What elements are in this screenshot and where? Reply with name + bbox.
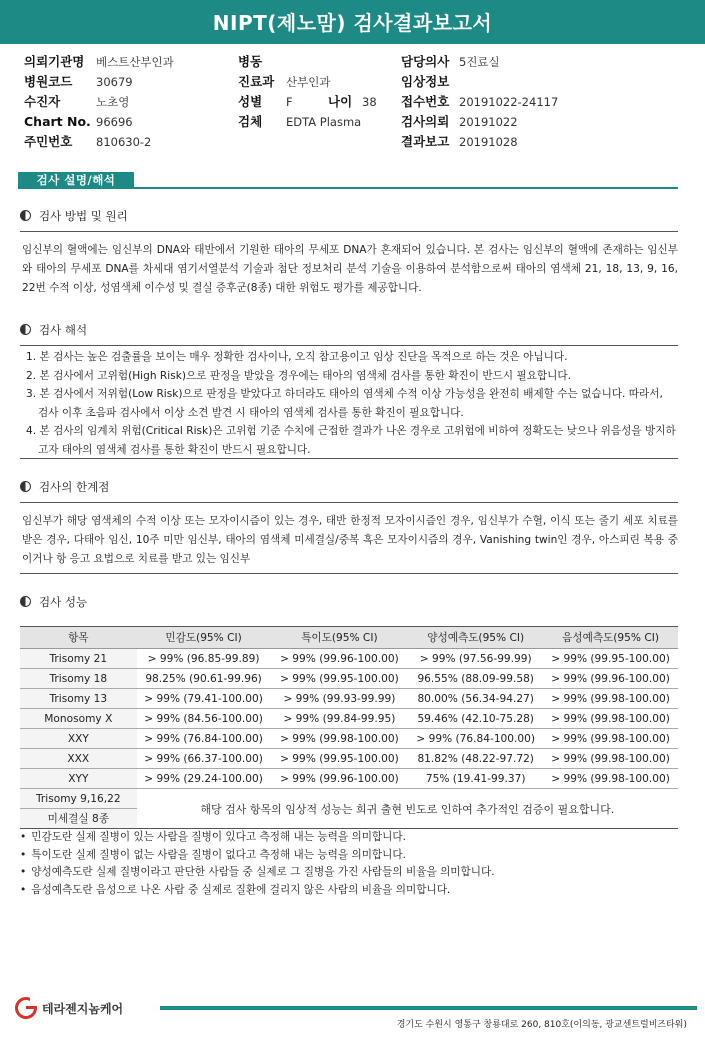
info-column-2 bbox=[238, 52, 377, 132]
info-label: 검체 bbox=[238, 114, 263, 129]
info-label: 접수번호 bbox=[401, 94, 450, 109]
column-header: 항목 bbox=[20, 627, 137, 649]
table-cell: > 99% (99.96-100.00) bbox=[271, 769, 409, 789]
info-value: 810630-2 bbox=[96, 135, 152, 149]
table-cell: > 99% (99.93-99.99) bbox=[271, 689, 409, 709]
section-tab: 검사 설명/해석 bbox=[18, 172, 134, 189]
row-label: XXX bbox=[20, 749, 137, 769]
info-row bbox=[24, 92, 174, 112]
info-label: 임상정보 bbox=[401, 74, 450, 89]
info-value: 96696 bbox=[96, 115, 133, 129]
list-item: 1. 본 검사는 높은 검출률을 보이는 매우 정확한 검사이나, 오직 참고용이고 임상 진단을 목적으로 하는 것은 아닙니다. bbox=[26, 351, 568, 363]
method-heading bbox=[20, 208, 128, 224]
half-circle-icon bbox=[20, 596, 31, 607]
limits-text: 임신부가 해당 염색체의 수적 이상 또는 모자이시즘이 있는 경우, 태반 한정적 모자이시즘인 경우, 임신부가 수혈, 이식 또는 줄기 세포 치료를 받은 경우, 다태아 임신, 10주 미만 임신부, 태아의 염색체 미세결실/중복 혹은 모자이시즘의 경우, Vanishing twin인 경우, 아스피린 복용 중이거나 항 응고 요법으로 치료를 받고 있는 임신부 bbox=[22, 515, 678, 565]
table-cell: > 99% (99.98-100.00) bbox=[271, 729, 409, 749]
info-row bbox=[238, 52, 377, 72]
table-cell: > 99% (29.24-100.00) bbox=[137, 769, 271, 789]
method-text: 임신부의 혈액에는 임신부의 DNA와 태반에서 기원한 태아의 무세포 DNA가 혼재되어 있습니다. 본 검사는 임신부의 혈액에 존재하는 임신부와 태아의 무세포 DNA를 차세대 염기서열분석 기술과 첨단 정보처리 분석 기술을 이용하여 분석함으로써 태아의 염색체 21, 18, 13, 9, 16, 22번 수적 이상, 성염색체 이수성 및 결실 증후군(8종) 대한 위험도 평가를 제공합니다. bbox=[22, 244, 678, 294]
row-label: Trisomy 21 bbox=[20, 649, 137, 669]
info-row bbox=[24, 132, 174, 152]
interpretation-list bbox=[26, 348, 676, 459]
info-label: 의뢰기관명 bbox=[24, 54, 85, 69]
list-item: 4. 본 검사의 임계치 위험(Critical Risk)은 고위험 기준 수치에 근접한 결과가 나온 경우로 고위험에 비하여 정확도는 낮으나 위음성을 방지하고자 태아의 염색체 검사를 통한 확진이 반드시 필요합니다. bbox=[26, 425, 676, 456]
info-value: 베스트산부인과 bbox=[96, 55, 174, 69]
info-row bbox=[24, 112, 174, 132]
row-label: Trisomy 9,16,22 bbox=[20, 789, 137, 809]
info-row bbox=[24, 52, 174, 72]
divider bbox=[20, 573, 678, 574]
table-row bbox=[20, 649, 678, 669]
info-label: 병동 bbox=[238, 54, 263, 69]
table-cell: > 99% (84.56-100.00) bbox=[137, 709, 271, 729]
info-column-1 bbox=[24, 52, 174, 152]
divider bbox=[20, 502, 678, 503]
info-label: 진료과 bbox=[238, 74, 275, 89]
table-cell: 59.46% (42.10-75.28) bbox=[408, 709, 543, 729]
table-cell: > 99% (99.95-100.00) bbox=[543, 649, 678, 669]
table-row bbox=[20, 689, 678, 709]
table-cell: 75% (19.41-99.37) bbox=[408, 769, 543, 789]
table-cell: > 99% (96.85-99.89) bbox=[137, 649, 271, 669]
age-value: 38 bbox=[362, 95, 377, 109]
table-cell: > 99% (99.84-99.95) bbox=[271, 709, 409, 729]
info-row bbox=[238, 92, 377, 112]
table-cell: > 99% (99.95-100.00) bbox=[271, 749, 409, 769]
method-title: 검사 방법 및 원리 bbox=[39, 209, 128, 223]
info-value: 노초영 bbox=[96, 95, 130, 109]
logo-g-icon bbox=[14, 996, 38, 1020]
table-cell: > 99% (99.96-100.00) bbox=[543, 669, 678, 689]
row-label: Trisomy 18 bbox=[20, 669, 137, 689]
info-value: 30679 bbox=[96, 75, 133, 89]
info-row bbox=[401, 52, 558, 72]
table-cell: > 99% (79.41-100.00) bbox=[137, 689, 271, 709]
table-cell: > 99% (99.98-100.00) bbox=[543, 709, 678, 729]
definition-notes bbox=[20, 829, 680, 899]
info-column-3 bbox=[401, 52, 558, 152]
table-row bbox=[20, 769, 678, 789]
limits-heading bbox=[20, 479, 109, 495]
info-value: EDTA Plasma bbox=[286, 115, 362, 129]
info-label: 수진자 bbox=[24, 94, 61, 109]
table-cell: > 99% (76.84-100.00) bbox=[137, 729, 271, 749]
info-value: 20191022-24117 bbox=[459, 95, 559, 109]
info-label: Chart No. bbox=[24, 114, 91, 129]
info-label: 주민번호 bbox=[24, 134, 73, 149]
half-circle-icon bbox=[20, 210, 31, 221]
table-row bbox=[20, 789, 678, 809]
half-circle-icon bbox=[20, 481, 31, 492]
age-label: 나이 bbox=[328, 94, 353, 109]
section-divider bbox=[18, 187, 678, 189]
info-row bbox=[401, 72, 558, 92]
info-label: 성별 bbox=[238, 94, 263, 109]
info-label: 검사의뢰 bbox=[401, 114, 450, 129]
table-cell: > 99% (99.98-100.00) bbox=[543, 729, 678, 749]
company-logo bbox=[14, 996, 164, 1020]
table-row bbox=[20, 729, 678, 749]
table-row bbox=[20, 709, 678, 729]
footer-bar bbox=[160, 1006, 697, 1010]
half-circle-icon bbox=[20, 324, 31, 335]
info-row bbox=[238, 112, 377, 132]
divider bbox=[20, 458, 678, 459]
row-label: Monosomy X bbox=[20, 709, 137, 729]
table-row bbox=[20, 749, 678, 769]
info-value: F bbox=[286, 95, 293, 109]
list-item: 3. 본 검사에서 저위험(Low Risk)으로 판정을 받았다고 하더라도 태아의 염색체 수적 이상 가능성을 완전히 배제할 수는 없습니다. 따라서, 검사 이후 초음파 검사에서 이상 소견 발견 시 태아의 염색체 검사를 통한 확진이 필요합니다. bbox=[26, 388, 663, 419]
row-label: XYY bbox=[20, 769, 137, 789]
row-label: Trisomy 13 bbox=[20, 689, 137, 709]
list-item: • 특이도란 실제 질병이 없는 사람을 질병이 없다고 측정해 내는 능력을 의미합니다. bbox=[20, 847, 680, 865]
limits-title: 검사의 한계점 bbox=[39, 480, 110, 494]
table-cell: 80.00% (56.34-94.27) bbox=[408, 689, 543, 709]
report-title: NIPT(제노맘) 검사결과보고서 bbox=[212, 11, 493, 35]
divider bbox=[20, 231, 678, 232]
performance-heading bbox=[20, 594, 87, 610]
column-header: 양성예측도(95% CI) bbox=[408, 627, 543, 649]
table-cell: 81.82% (48.22-97.72) bbox=[408, 749, 543, 769]
column-header: 음성예측도(95% CI) bbox=[543, 627, 678, 649]
table-cell: > 99% (99.98-100.00) bbox=[543, 689, 678, 709]
table-cell: > 99% (76.84-100.00) bbox=[408, 729, 543, 749]
company-name: 테라젠지놈케어 bbox=[42, 1002, 124, 1016]
list-item: • 민감도란 실제 질병이 있는 사람을 질병이 있다고 측정해 내는 능력을 의미합니다. bbox=[20, 829, 680, 847]
performance-title: 검사 성능 bbox=[39, 595, 88, 609]
row-label: 미세결실 8종 bbox=[20, 809, 137, 829]
list-item: • 양성예측도란 실제 질병이라고 판단한 사람들 중 실제로 그 질병을 가진 사람들의 비율을 의미합니다. bbox=[20, 864, 680, 882]
table-cell: 96.55% (88.09-99.58) bbox=[408, 669, 543, 689]
info-row bbox=[24, 72, 174, 92]
info-label: 병원코드 bbox=[24, 74, 73, 89]
info-row bbox=[401, 112, 558, 132]
info-value: 5진료실 bbox=[459, 55, 500, 69]
performance-table bbox=[20, 626, 678, 829]
table-cell: > 99% (66.37-100.00) bbox=[137, 749, 271, 769]
info-value: 20191022 bbox=[459, 115, 518, 129]
column-header: 민감도(95% CI) bbox=[137, 627, 271, 649]
table-row bbox=[20, 669, 678, 689]
info-value: 산부인과 bbox=[286, 75, 331, 89]
table-cell: > 99% (99.98-100.00) bbox=[543, 749, 678, 769]
table-cell: > 99% (97.56-99.99) bbox=[408, 649, 543, 669]
info-label: 결과보고 bbox=[401, 134, 450, 149]
table-cell: 98.25% (90.61-99.96) bbox=[137, 669, 271, 689]
row-label: XXY bbox=[20, 729, 137, 749]
table-cell: > 99% (99.96-100.00) bbox=[271, 649, 409, 669]
info-row bbox=[401, 92, 558, 112]
footer-address: 경기도 수원시 영통구 창룡대로 260, 810호(이의동, 광교센트럴비즈타워) bbox=[396, 1020, 687, 1030]
table-cell: > 99% (99.95-100.00) bbox=[271, 669, 409, 689]
list-item: • 음성예측도란 음성으로 나온 사람 중 실제로 질환에 걸리지 않은 사람의 비율을 의미합니다. bbox=[20, 882, 680, 900]
table-cell: > 99% (99.98-100.00) bbox=[543, 769, 678, 789]
interpretation-title: 검사 해석 bbox=[39, 323, 88, 337]
info-label: 담당의사 bbox=[401, 54, 450, 69]
table-note-cell: 해당 검사 항목의 임상적 성능는 희귀 출현 빈도로 인하여 추가적인 검증이 필요합니다. bbox=[137, 789, 678, 829]
interpretation-heading bbox=[20, 322, 87, 338]
info-value: 20191028 bbox=[459, 135, 518, 149]
list-item: 2. 본 검사에서 고위험(High Risk)으로 판정을 받았을 경우에는 태아의 염색체 검사를 통한 확진이 반드시 필요합니다. bbox=[26, 369, 571, 382]
divider bbox=[20, 345, 678, 346]
table-header-row bbox=[20, 627, 678, 649]
info-row bbox=[401, 132, 558, 152]
info-row bbox=[238, 72, 377, 92]
column-header: 특이도(95% CI) bbox=[271, 627, 409, 649]
